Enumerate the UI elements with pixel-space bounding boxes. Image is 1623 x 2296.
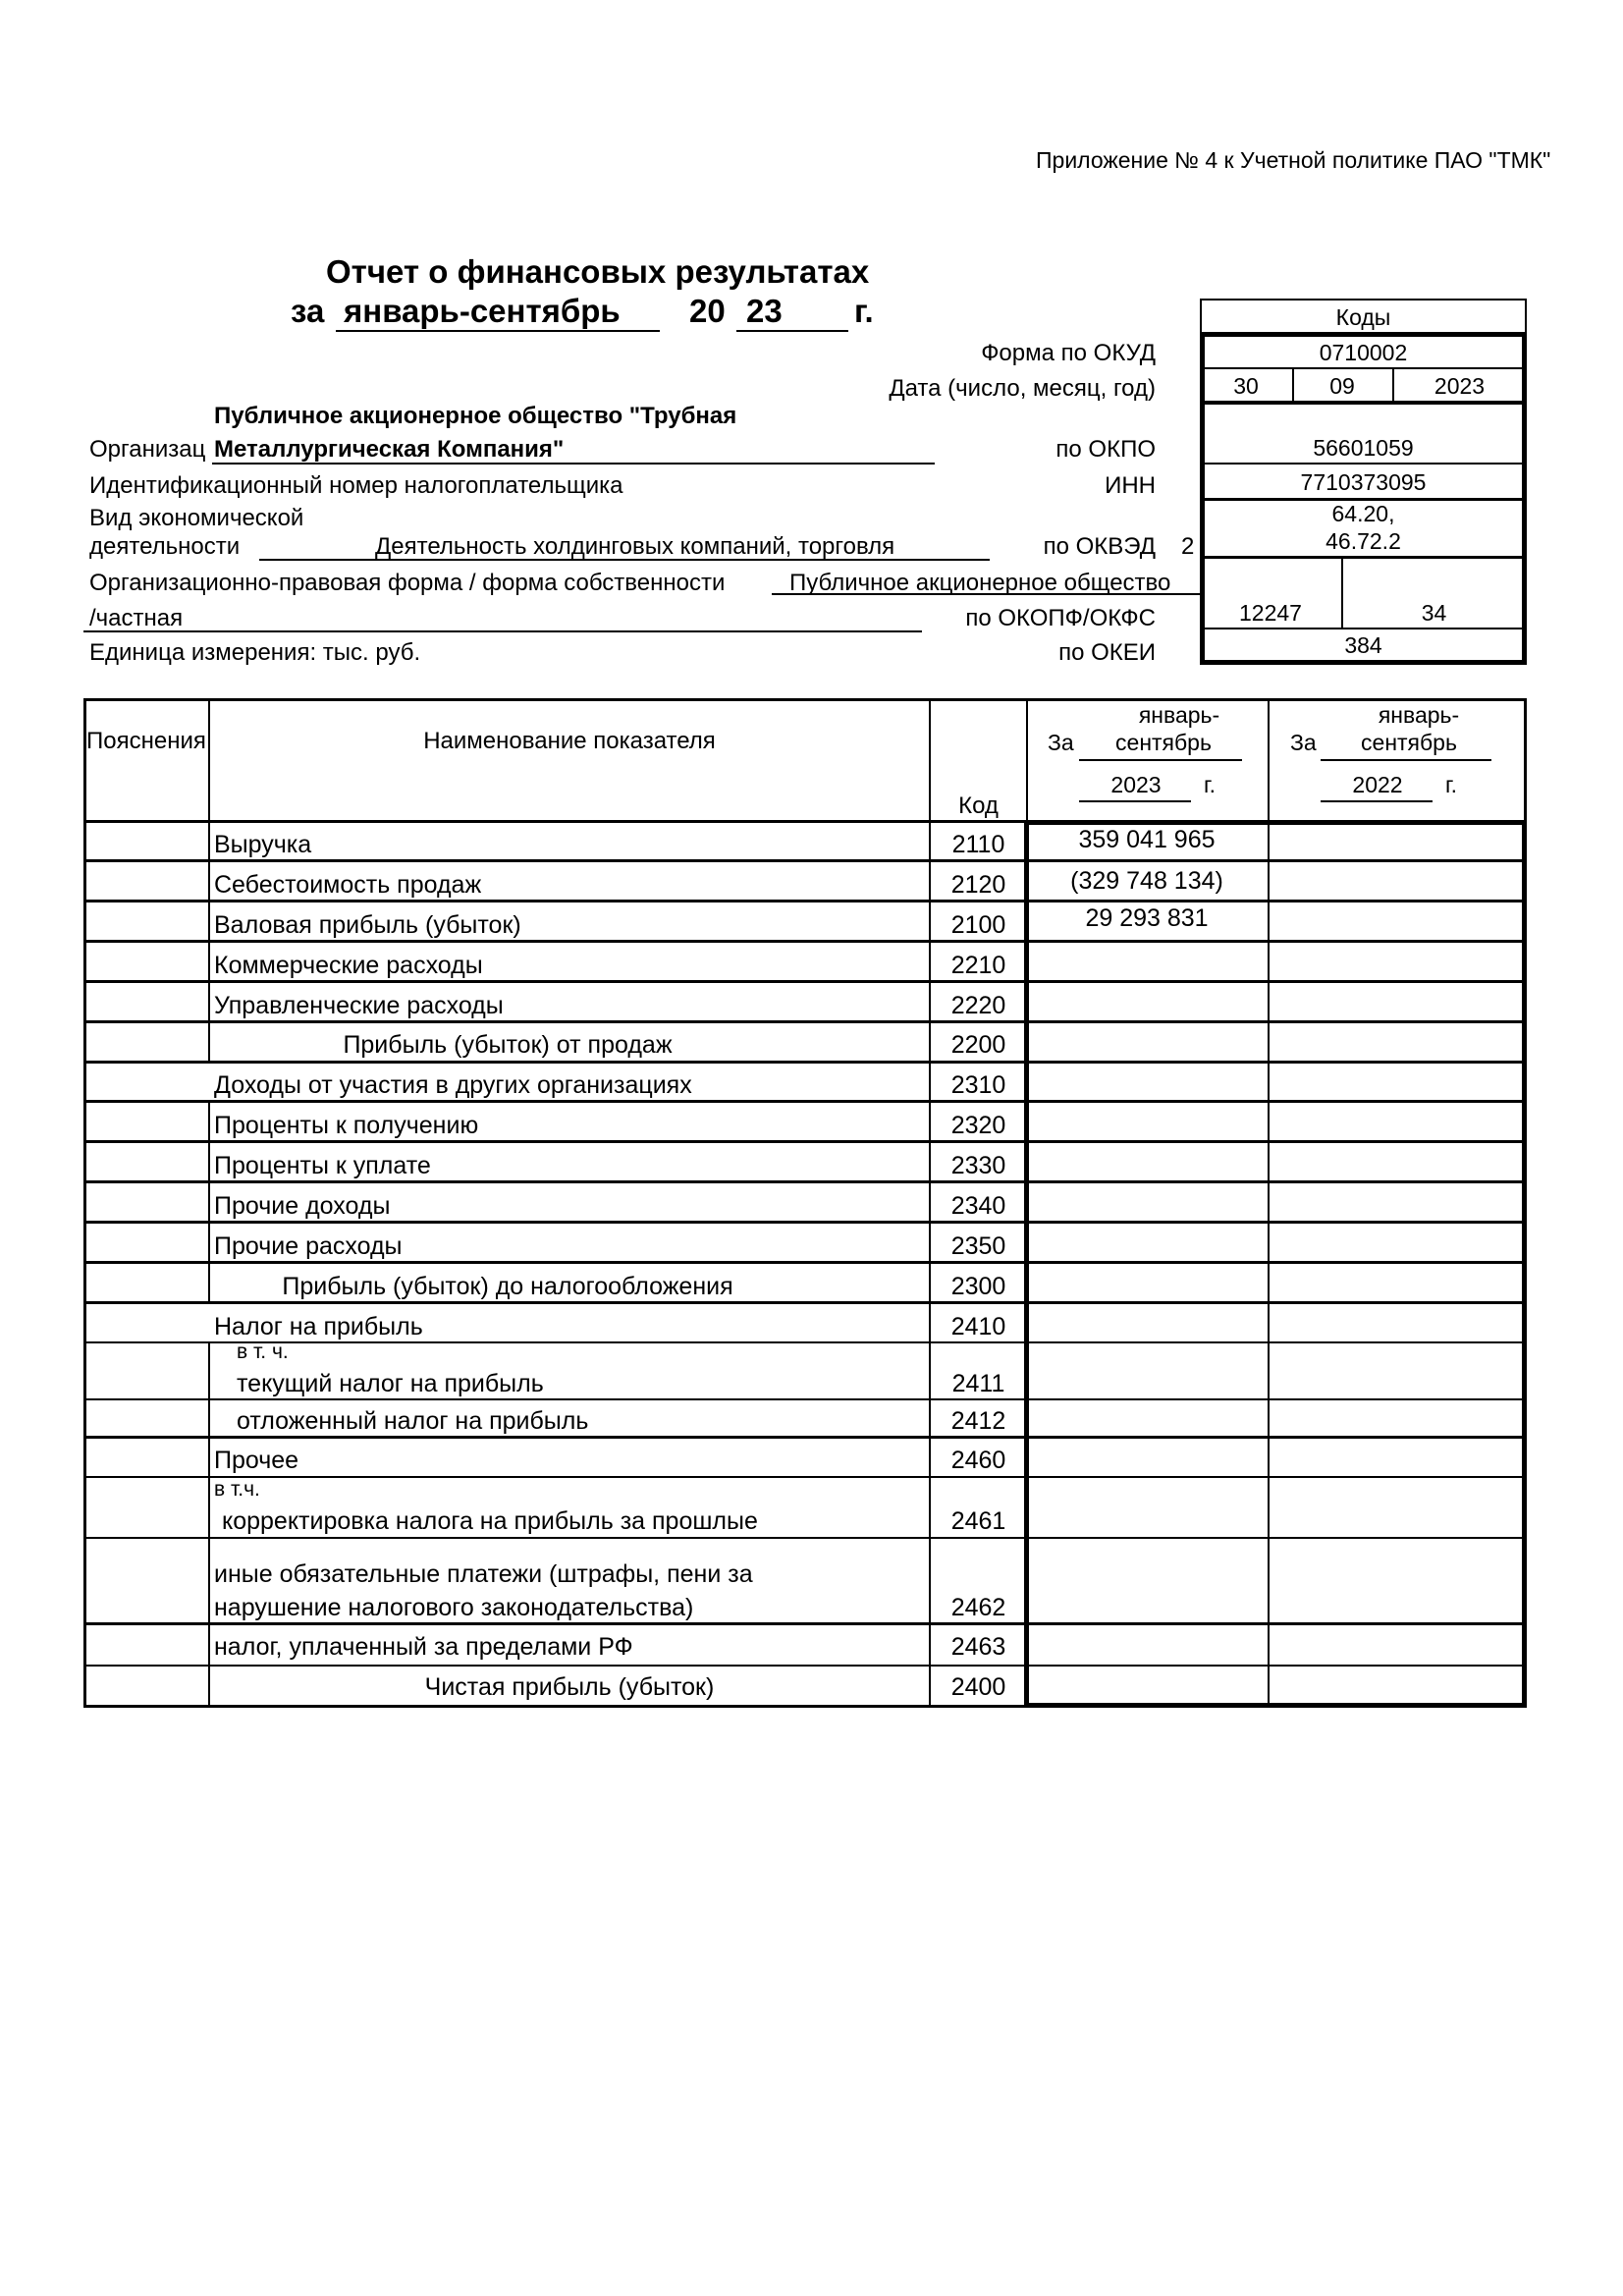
header-col2-period-2: сентябрь bbox=[1361, 730, 1457, 755]
okei-label: по ОКЕИ bbox=[1058, 639, 1156, 666]
row-code: 2411 bbox=[951, 1370, 1005, 1397]
row-code: 2461 bbox=[950, 1507, 1006, 1535]
row-name-line1: иные обязательные платежи (штрафы, пени за bbox=[214, 1560, 753, 1588]
row-code: 2120 bbox=[950, 871, 1006, 899]
header-col1-period-2: сентябрь bbox=[1115, 730, 1212, 755]
activity-underline bbox=[259, 559, 990, 561]
header-col2-period-1: январь- bbox=[1378, 702, 1460, 728]
row-code: 2463 bbox=[950, 1633, 1006, 1661]
header-code: Код bbox=[958, 793, 999, 819]
row-name: Себестоимость продаж bbox=[214, 871, 482, 899]
legal-form-underline bbox=[772, 593, 1202, 595]
row-code: 2210 bbox=[950, 952, 1006, 979]
row-name: отложенный налог на прибыль bbox=[237, 1407, 589, 1435]
title-year-mark: г. bbox=[854, 293, 874, 329]
code-okud: 0710002 bbox=[1319, 340, 1408, 365]
row-code: 2200 bbox=[950, 1031, 1006, 1059]
okved-label: по ОКВЭД bbox=[1043, 533, 1156, 560]
title-period: январь-сентябрь bbox=[344, 293, 621, 329]
header-col2-year: 2022 bbox=[1352, 772, 1403, 797]
row-name: Прочее bbox=[214, 1447, 299, 1474]
row-code: 2100 bbox=[950, 911, 1006, 939]
ownership-value: /частная bbox=[89, 605, 184, 631]
activity-label-2: деятельности bbox=[89, 533, 241, 560]
title-century: 20 bbox=[689, 293, 726, 329]
period-underline bbox=[336, 330, 660, 332]
okud-label: Форма по ОКУД bbox=[981, 340, 1156, 366]
row-name: нарушение налогового законодательства) bbox=[214, 1594, 694, 1621]
row-code: 2330 bbox=[950, 1152, 1006, 1179]
header-notes: Пояснения bbox=[86, 728, 206, 754]
row-name: налог, уплаченный за пределами РФ bbox=[214, 1633, 633, 1661]
row-name: Прочие доходы bbox=[214, 1192, 391, 1220]
row-name: корректировка налога на прибыль за прошлые bbox=[222, 1507, 758, 1535]
org-underline bbox=[212, 463, 935, 465]
code-okved-1: 64.20, bbox=[1331, 501, 1395, 526]
row-name: Прочие расходы bbox=[214, 1232, 403, 1260]
appendix-note: Приложение № 4 к Учетной политике ПАО "ТМК" bbox=[1036, 147, 1551, 173]
inn-label: ИНН bbox=[1105, 472, 1156, 499]
row-name: Доходы от участия в других организациях bbox=[214, 1071, 692, 1099]
row-code: 2110 bbox=[951, 831, 1005, 858]
row-name: Прибыль (убыток) от продаж bbox=[343, 1031, 673, 1059]
ownership-underline bbox=[83, 630, 922, 632]
org-name-line2: Металлургическая Компания" bbox=[214, 436, 565, 463]
row-code: 2340 bbox=[950, 1192, 1006, 1220]
code-date-year: 2023 bbox=[1434, 373, 1486, 399]
row-code: 2320 bbox=[950, 1112, 1006, 1139]
row-name: Проценты к получению bbox=[214, 1112, 479, 1139]
title-year: 23 bbox=[746, 293, 783, 329]
okopf-label: по ОКОПФ/ОКФС bbox=[965, 605, 1156, 631]
row-code: 2412 bbox=[950, 1407, 1006, 1435]
date-label: Дата (число, месяц, год) bbox=[889, 375, 1156, 402]
row-name: Чистая прибыль (убыток) bbox=[424, 1673, 715, 1701]
row-code: 2350 bbox=[950, 1232, 1006, 1260]
org-label: Организац bbox=[89, 436, 206, 463]
row-name: Выручка bbox=[214, 831, 312, 858]
financial-results-table bbox=[83, 698, 1527, 1708]
row-code: 2310 bbox=[950, 1071, 1006, 1099]
okved-suffix: 2 bbox=[1181, 533, 1195, 560]
row-name: Прибыль (убыток) до налогообложения bbox=[282, 1273, 733, 1300]
code-date-month: 09 bbox=[1329, 373, 1355, 399]
header-col1-year: 2023 bbox=[1110, 772, 1162, 797]
header-col2-prefix: За bbox=[1290, 730, 1317, 755]
values-frame bbox=[1024, 820, 1527, 1708]
row-name: Коммерческие расходы bbox=[214, 952, 483, 979]
header-name: Наименование показателя bbox=[423, 728, 716, 754]
row-code: 2400 bbox=[950, 1673, 1006, 1701]
row-name-prefix: в т. ч. bbox=[237, 1340, 289, 1363]
code-date-day: 30 bbox=[1233, 373, 1259, 399]
row-name: Управленческие расходы bbox=[214, 992, 504, 1019]
row-code: 2410 bbox=[950, 1313, 1006, 1340]
row-code: 2460 bbox=[950, 1447, 1006, 1474]
row-code: 2462 bbox=[950, 1594, 1006, 1621]
code-okfs: 34 bbox=[1421, 600, 1447, 626]
org-name-line1: Публичное акционерное общество "Трубная bbox=[214, 403, 737, 429]
year-underline bbox=[736, 330, 848, 332]
activity-label-1: Вид экономической bbox=[89, 505, 304, 531]
header-col1-year-mark: г. bbox=[1204, 772, 1216, 797]
row-name-prefix: в т.ч. bbox=[214, 1478, 260, 1501]
unit-label: Единица измерения: тыс. руб. bbox=[89, 639, 421, 666]
title-prefix: за bbox=[291, 293, 325, 329]
code-okpo: 56601059 bbox=[1313, 435, 1414, 461]
header-col1-prefix: За bbox=[1048, 730, 1074, 755]
row-code: 2300 bbox=[950, 1273, 1006, 1300]
row-current: (329 748 134) bbox=[1070, 867, 1223, 895]
code-okopf: 12247 bbox=[1239, 600, 1302, 626]
code-inn: 7710373095 bbox=[1300, 469, 1427, 495]
row-current: 29 293 831 bbox=[1085, 904, 1209, 932]
activity-value: Деятельность холдинговых компаний, торговля bbox=[375, 533, 895, 560]
row-name: текущий налог на прибыль bbox=[237, 1370, 544, 1397]
row-name: Налог на прибыль bbox=[214, 1313, 423, 1340]
report-title: Отчет о финансовых результатах bbox=[326, 253, 870, 290]
legal-form-value: Публичное акционерное общество bbox=[789, 570, 1171, 596]
row-name: Валовая прибыль (убыток) bbox=[214, 911, 521, 939]
inn-label-full: Идентификационный номер налогоплательщика bbox=[89, 472, 623, 499]
codes-header: Коды bbox=[1200, 299, 1527, 334]
header-col2-year-mark: г. bbox=[1445, 772, 1457, 797]
code-okved-2: 46.72.2 bbox=[1325, 528, 1401, 554]
row-name: Проценты к уплате bbox=[214, 1152, 431, 1179]
row-code: 2220 bbox=[950, 992, 1006, 1019]
header-col1-period-1: январь- bbox=[1138, 702, 1220, 728]
legal-form-label: Организационно-правовая форма / форма собственности bbox=[89, 570, 726, 596]
row-current: 359 041 965 bbox=[1078, 826, 1216, 853]
okpo-label: по ОКПО bbox=[1055, 436, 1156, 463]
code-okei: 384 bbox=[1344, 632, 1382, 658]
